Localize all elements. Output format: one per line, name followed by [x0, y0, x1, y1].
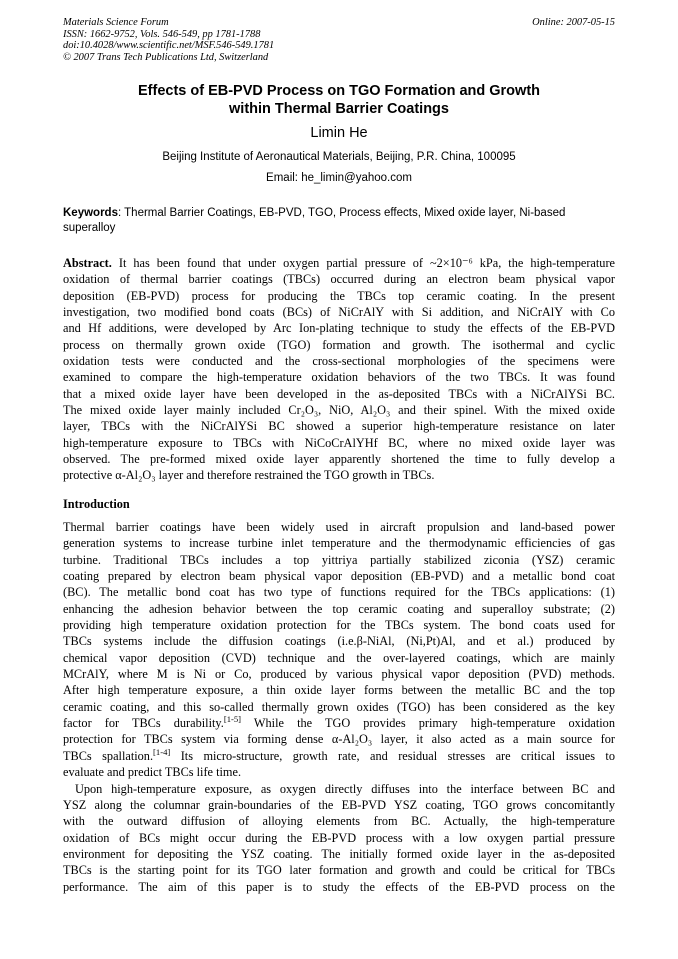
- intro-line: chemical vapor deposition (CVD) technique and the over-layered coatings, which are mainly: [63, 650, 615, 665]
- intro-line: YSZ along the columnar grain-boundaries of the EB-PVD YSZ coating, TGO grows concomitantly: [63, 797, 615, 812]
- intro-line: (BC). The metallic bond coat has two type of functions required for the TBCs applications: (1): [63, 585, 615, 600]
- abstract-line: and Hf additions, were developed by Arc Ion-plating technique to study the effects of the EB-PVD: [63, 321, 615, 336]
- abstract-line: oxidation of thermal barrier coatings (TBCs) occurred during an electron beam physical vapor: [63, 272, 615, 287]
- doi-line: doi:10.4028/www.scientific.net/MSF.546-549.1781: [63, 40, 275, 52]
- intro-line: protection for TBCs system via forming dense α-Al₂O₃ layer, it also acted as a main source for: [63, 732, 615, 747]
- intro-line: environment for depositing the YSZ coating. The initially formed oxide layer in the as-deposited: [63, 846, 615, 861]
- introduction-body: [63, 519, 615, 895]
- online-date: Online: 2007-05-15: [532, 17, 615, 28]
- intro-line: providing high temperature oxidation protection for the TBCs system. The bond coats used for: [63, 618, 615, 633]
- journal-name: Materials Science Forum: [63, 17, 169, 28]
- intro-line: factor for TBCs durability.[1-5] While the TGO provides primary high-temperature oxidation: [63, 714, 615, 731]
- keywords-text: : Thermal Barrier Coatings, EB-PVD, TGO, Process effects, Mixed oxide layer, Ni-based superalloy: [63, 207, 566, 234]
- abstract-line: examined to compare the high-temperature oxidation behaviors of the two TBCs. It was found: [63, 370, 615, 385]
- intro-line: enhancing the adhesion behavior between the top ceramic coating and superalloy substrate; (2): [63, 601, 615, 616]
- abstract-line: layer, TBCs with the NiCrAlYSi BC showed a superior high-temperature resistance on later: [63, 419, 615, 434]
- abstract-line: process on thermally grown oxide (TGO) formation and growth. The isothermal and cyclic: [63, 337, 615, 352]
- intro-line: TBCs systems include the diffusion coatings (i.e.β-NiAl, (Ni,Pt)Al, and et al.) produced by: [63, 634, 615, 649]
- author-name: Limin He: [310, 125, 368, 141]
- intro-line: TBCs is the starting point for its TGO later formation and growth and could be critical for TBCs: [63, 863, 615, 878]
- abstract-block: [63, 255, 615, 484]
- intro-line: Thermal barrier coatings have been widely used in aircraft propulsion and land-based power: [63, 520, 615, 534]
- abstract-line: that a mixed oxide layer have been developed in the as-deposited TBCs with a NiCrAlYSi BC.: [63, 386, 615, 401]
- keywords-block: [63, 206, 615, 236]
- issn-line: ISSN: 1662-9752, Vols. 546-549, pp 1781-1788: [63, 28, 261, 40]
- abstract-line: Abstract. It has been found that under oxygen partial pressure of ~2×10⁻⁶ kPa, the high-temperature: [63, 256, 615, 270]
- abstract-label: Abstract.: [63, 256, 112, 270]
- affiliation: Beijing Institute of Aeronautical Materials, Beijing, P.R. China, 100095: [162, 151, 516, 163]
- intro-line: Upon high-temperature exposure, as oxygen directly diffuses into the interface between BC and: [75, 781, 615, 796]
- intro-line: MCrAlY, where M is Ni or Co, produced by various physical vapor deposition (PVD) methods.: [63, 667, 615, 682]
- intro-line: coating prepared by electron beam physical vapor deposition (EB-PVD) and a metallic bond coat: [63, 569, 615, 584]
- intro-line: performance. The aim of this paper is to study the effects of the EB-PVD process on the: [63, 879, 615, 894]
- keywords-label: Keywords: [63, 207, 118, 219]
- intro-line: After high temperature exposure, a thin oxide layer forms between the metallic BC and the top: [63, 683, 615, 698]
- title-line: within Thermal Barrier Coatings: [229, 101, 449, 117]
- citation-marker: [1-4]: [153, 746, 171, 757]
- intro-line: ceramic coating, and this so-called thermally grown oxides (TGO) has been considered as the key: [63, 699, 615, 714]
- citation-marker: [1-5]: [223, 714, 242, 725]
- intro-line: TBCs spallation.[1-4] Its micro-structure, growth rate, and residual stresses are critical issues to: [63, 746, 615, 763]
- intro-line: turbine. Traditional TBCs includes a top yittriya partially stabilized ziconia (YSZ) ceramic: [63, 552, 615, 567]
- intro-line: generation systems to increase turbine inlet temperature and the thermodynamic efficiencies of gas: [63, 536, 615, 551]
- abstract-line: high-temperature exposure to TBCs with NiCoCrAlYHf BC, where no mixed oxide layer was: [63, 435, 615, 450]
- intro-line: with the outward diffusion of alloying elements from BC. Actually, the high-temperature: [63, 814, 615, 829]
- abstract-line: oxidation tests were conducted and the cross-sectional morphologies of the specimens were: [63, 354, 615, 369]
- intro-line: evaluate and predict TBCs life time.: [63, 765, 242, 780]
- intro-line: oxidation of BCs might occur during the EB-PVD process with a low oxygen partial pressure: [63, 830, 615, 845]
- abstract-line: investigation, two modified bond coats (BCs) of NiCrAlY with Si addition, and NiCrAlY with Co: [63, 305, 615, 320]
- paper-title: [63, 82, 615, 118]
- section-heading-introduction: Introduction: [63, 497, 130, 511]
- copyright-line: © 2007 Trans Tech Publications Ltd, Switzerland: [63, 51, 269, 63]
- publication-header: [63, 17, 615, 63]
- abstract-line: deposition (EB-PVD) process for producing the TBCs top ceramic coating. In the present: [63, 288, 615, 303]
- abstract-line: observed. The pre-formed mixed oxide layer apparently shortened the time to fully develop a: [63, 452, 615, 467]
- author-email: Email: he_limin@yahoo.com: [266, 172, 412, 184]
- abstract-line: protective α-Al₂O₃ layer and therefore restrained the TGO growth in TBCs.: [63, 468, 435, 483]
- abstract-line: The mixed oxide layer mainly included Cr₂O₃, NiO, Al₂O₃ and their spinel. With the mixed oxide: [63, 403, 615, 418]
- title-line: Effects of EB-PVD Process on TGO Formation and Growth: [137, 83, 540, 99]
